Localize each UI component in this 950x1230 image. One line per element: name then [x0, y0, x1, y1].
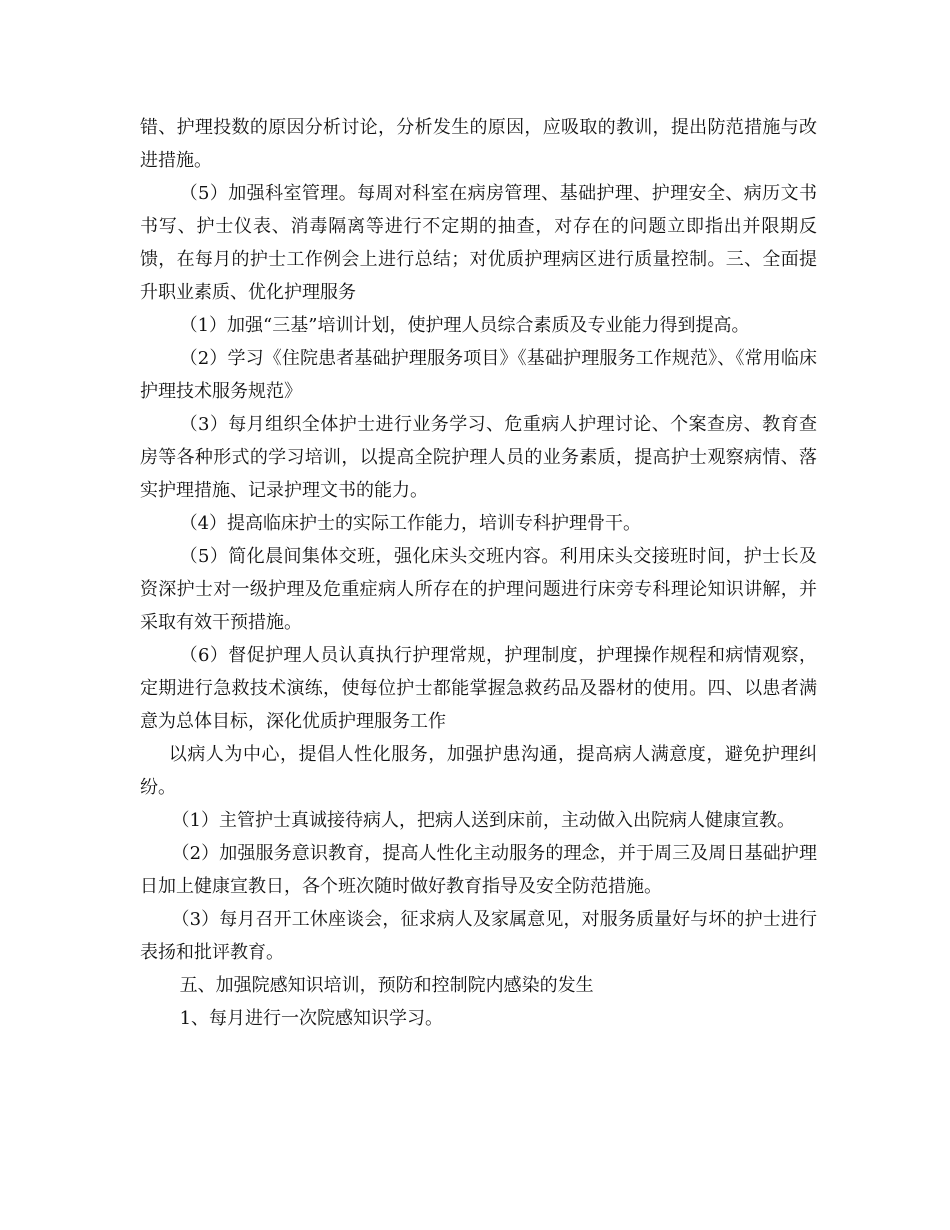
document-body: [140, 111, 817, 1035]
paragraph-2: （5）加强科室管理。每周对科室在病房管理、基础护理、护理安全、病历文书书写、护士仪表、消毒隔离等进行不定期的抽查，对存在的问题立即指出并限期反馈，在每月的护士工作例会上进行总结；对优质护理病区进行质量控制。三、全面提升职业素质、优化护理服务: [140, 183, 817, 303]
paragraph-11: （2）加强服务意识教育，提高人性化主动服务的理念，并于周三及周日基础护理日加上健康宣教日，各个班次随时做好教育指导及安全防范措施。: [140, 843, 817, 897]
paragraph-13: 五、加强院感知识培训，预防和控制院内感染的发生: [179, 975, 594, 996]
paragraph-6: （4）提高临床护士的实际工作能力，培训专科护理骨干。: [179, 513, 642, 534]
paragraph-7: （5）简化晨间集体交班，强化床头交班内容。利用床头交接班时间，护士长及资深护士对一级护理及危重症病人所存在的护理问题进行床旁专科理论知识讲解，并采取有效干预措施。: [140, 546, 817, 633]
paragraph-12: （3）每月召开工休座谈会，征求病人及家属意见，对服务质量好与坏的护士进行表扬和批评教育。: [140, 909, 817, 963]
paragraph-5: （3）每月组织全体护士进行业务学习、危重病人护理讨论、个案查房、教育查房等各种形式的学习培训，以提高全院护理人员的业务素质，提高护士观察病情、落实护理措施、记录护理文书的能力。: [140, 414, 817, 501]
paragraph-4: （2）学习《住院患者基础护理服务项目》《基础护理服务工作规范》、《常用临床护理技术服务规范》: [140, 348, 817, 402]
paragraph-10: （1）主管护士真诚接待病人，把病人送到床前，主动做入出院病人健康宣教。: [171, 810, 795, 831]
paragraph-3: （1）加强“三基”培训计划，使护理人员综合素质及专业能力得到提高。: [179, 315, 750, 336]
paragraph-8: （6）督促护理人员认真执行护理常规，护理制度，护理操作规程和病情观察，定期进行急救技术演练，使每位护士都能掌握急救药品及器材的使用。四、以患者满意为总体目标，深化优质护理服务工作: [140, 645, 817, 732]
paragraph-9: 以病人为中心，提倡人性化服务，加强护患沟通，提高病人满意度，避免护理纠纷。: [140, 744, 817, 798]
paragraph-1: 错、护理投数的原因分析讨论，分析发生的原因，应吸取的教训，提出防范措施与改进措施。: [140, 117, 817, 171]
paragraph-14: 1、每月进行一次院感知识学习。: [179, 1008, 444, 1029]
